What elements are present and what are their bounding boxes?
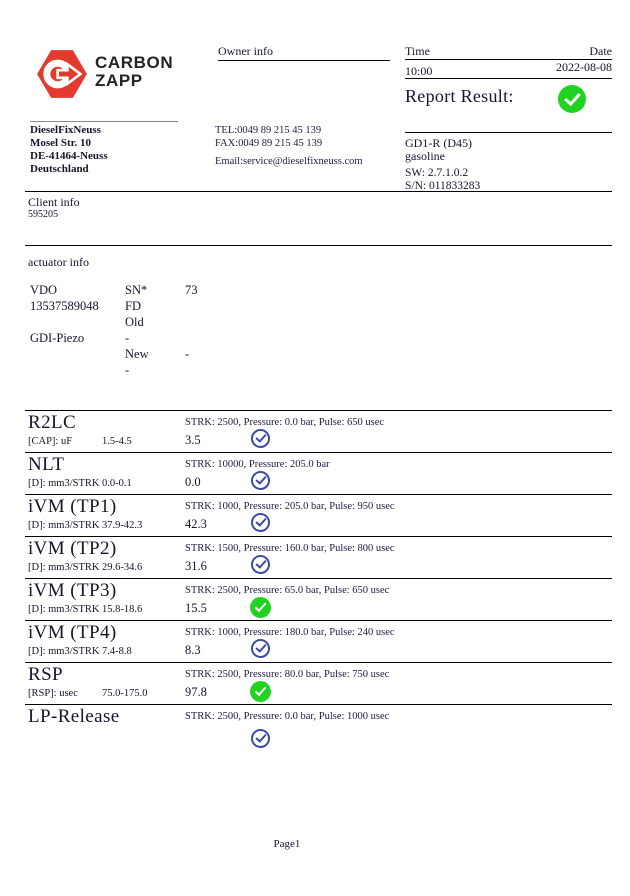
test-parameters: STRK: 1000, Pressure: 205.0 bar, Pulse: 950 usec bbox=[185, 501, 395, 512]
date-value: 2022-08-08 bbox=[556, 60, 612, 74]
owner-tel: TEL:0049 89 215 45 139 bbox=[215, 125, 322, 136]
test-measured-value: 97.8 bbox=[185, 685, 207, 699]
test-name: iVM (TP4) bbox=[28, 622, 117, 643]
test-name: iVM (TP2) bbox=[28, 538, 117, 559]
actuator-row bbox=[30, 315, 265, 331]
owner-city: DE-41464-Neuss bbox=[30, 150, 108, 162]
owner-name: DieselFixNeuss bbox=[30, 124, 101, 136]
test-result-check-icon bbox=[250, 681, 271, 702]
test-name: iVM (TP1) bbox=[28, 496, 117, 517]
test-result-check-icon bbox=[250, 597, 271, 618]
test-name: LP-Release bbox=[28, 706, 120, 727]
date-label: Date bbox=[589, 44, 612, 58]
device-model: GD1-R (D45) bbox=[405, 136, 472, 150]
test-result-check-icon bbox=[251, 429, 270, 448]
actuator-cell: New bbox=[125, 347, 149, 361]
test-measured-value: 0.0 bbox=[185, 475, 201, 489]
carbonzapp-logo-icon bbox=[36, 49, 88, 99]
test-row bbox=[25, 452, 612, 494]
test-unit-label: [D]: mm3/STRK bbox=[28, 478, 100, 489]
time-date-values bbox=[405, 60, 612, 79]
client-id: 595205 bbox=[28, 209, 58, 220]
carbonzapp-logo-text bbox=[95, 54, 173, 90]
actuator-cell: - bbox=[185, 347, 190, 361]
actuator-cell: Old bbox=[125, 315, 144, 329]
actuator-cell: VDO bbox=[30, 283, 58, 297]
actuator-cell: 73 bbox=[185, 283, 198, 297]
actuator-cell: - bbox=[125, 363, 130, 377]
test-results-table bbox=[25, 410, 612, 757]
device-fuel: gasoline bbox=[405, 149, 445, 163]
actuator-table bbox=[30, 283, 265, 379]
test-name: RSP bbox=[28, 664, 64, 685]
test-result-check-icon bbox=[251, 471, 270, 490]
section-divider bbox=[25, 191, 612, 192]
test-result-check-icon bbox=[251, 729, 270, 748]
time-value: 10:00 bbox=[405, 64, 433, 78]
test-range-limits: 0.0-0.1 bbox=[102, 478, 132, 489]
device-info bbox=[405, 137, 480, 193]
actuator-cell: SN* bbox=[125, 283, 148, 297]
actuator-cell: - bbox=[125, 331, 130, 345]
test-parameters: STRK: 10000, Pressure: 205.0 bar bbox=[185, 459, 330, 470]
owner-email: Email:service@dieselfixneuss.com bbox=[215, 156, 363, 167]
test-unit-label: [D]: mm3/STRK bbox=[28, 562, 100, 573]
test-measured-value: 15.5 bbox=[185, 601, 207, 615]
test-result-check-icon bbox=[251, 639, 270, 658]
test-row bbox=[25, 494, 612, 536]
owner-address bbox=[30, 124, 108, 176]
test-row bbox=[25, 662, 612, 704]
test-range-limits: 75.0-175.0 bbox=[102, 688, 148, 699]
device-serial-number: S/N: 011833283 bbox=[405, 180, 481, 192]
owner-street: Mosel Str. 10 bbox=[30, 137, 92, 149]
test-range-limits: 7.4-8.8 bbox=[102, 646, 132, 657]
test-name: iVM (TP3) bbox=[28, 580, 117, 601]
report-result-label: Report Result: bbox=[405, 86, 514, 106]
report-result-pass-icon bbox=[558, 85, 586, 113]
test-measured-value: 3.5 bbox=[185, 433, 201, 447]
owner-fax: FAX:0049 89 215 45 139 bbox=[215, 138, 323, 149]
test-row bbox=[25, 578, 612, 620]
test-measured-value: 31.6 bbox=[185, 559, 207, 573]
test-row bbox=[25, 410, 612, 452]
section-divider bbox=[25, 245, 612, 246]
actuator-row bbox=[30, 283, 265, 299]
device-software-version: SW: 2.7.1.0.2 bbox=[405, 167, 469, 179]
actuator-row bbox=[30, 331, 265, 347]
time-label: Time bbox=[405, 44, 430, 58]
test-measured-value: 42.3 bbox=[185, 517, 207, 531]
logo-line1: CARBON bbox=[95, 53, 174, 72]
page-number: Page1 bbox=[273, 838, 301, 850]
actuator-row bbox=[30, 363, 265, 379]
test-parameters: STRK: 2500, Pressure: 0.0 bar, Pulse: 1000 usec bbox=[185, 711, 390, 722]
test-unit-label: [D]: mm3/STRK bbox=[28, 646, 100, 657]
address-divider bbox=[30, 121, 178, 122]
owner-info-header: Owner info bbox=[218, 44, 390, 61]
actuator-info-label: actuator info bbox=[28, 255, 89, 269]
client-info-label: Client info bbox=[28, 195, 80, 209]
actuator-cell: 13537589048 bbox=[30, 299, 99, 313]
test-unit-label: [D]: mm3/STRK bbox=[28, 604, 100, 615]
test-range-limits: 37.9-42.3 bbox=[102, 520, 143, 531]
test-parameters: STRK: 1500, Pressure: 160.0 bar, Pulse: 800 usec bbox=[185, 543, 395, 554]
actuator-row bbox=[30, 299, 265, 315]
test-row bbox=[25, 704, 612, 757]
test-unit-label: [CAP]: uF bbox=[28, 436, 73, 447]
time-date-header bbox=[405, 44, 612, 60]
owner-contact bbox=[215, 124, 363, 168]
test-name: NLT bbox=[28, 454, 65, 475]
test-range-limits: 29.6-34.6 bbox=[102, 562, 143, 573]
test-row bbox=[25, 620, 612, 662]
test-parameters: STRK: 2500, Pressure: 0.0 bar, Pulse: 650 usec bbox=[185, 417, 385, 428]
test-unit-label: [RSP]: usec bbox=[28, 688, 78, 699]
owner-country: Deutschland bbox=[30, 163, 89, 175]
test-result-check-icon bbox=[251, 555, 270, 574]
device-divider bbox=[405, 132, 612, 133]
client-info bbox=[28, 195, 80, 221]
test-name: R2LC bbox=[28, 412, 77, 433]
test-range-limits: 1.5-4.5 bbox=[102, 436, 132, 447]
test-row bbox=[25, 536, 612, 578]
test-result-check-icon bbox=[251, 513, 270, 532]
actuator-cell: FD bbox=[125, 299, 141, 313]
test-range-limits: 15.8-18.6 bbox=[102, 604, 143, 615]
test-parameters: STRK: 2500, Pressure: 80.0 bar, Pulse: 750 usec bbox=[185, 669, 390, 680]
test-unit-label: [D]: mm3/STRK bbox=[28, 520, 100, 531]
actuator-cell: GDI-Piezo bbox=[30, 331, 85, 345]
actuator-row bbox=[30, 347, 265, 363]
test-measured-value: 8.3 bbox=[185, 643, 201, 657]
test-parameters: STRK: 2500, Pressure: 65.0 bar, Pulse: 650 usec bbox=[185, 585, 390, 596]
test-parameters: STRK: 1000, Pressure: 180.0 bar, Pulse: 240 usec bbox=[185, 627, 395, 638]
logo-line2: ZAPP bbox=[95, 71, 143, 90]
